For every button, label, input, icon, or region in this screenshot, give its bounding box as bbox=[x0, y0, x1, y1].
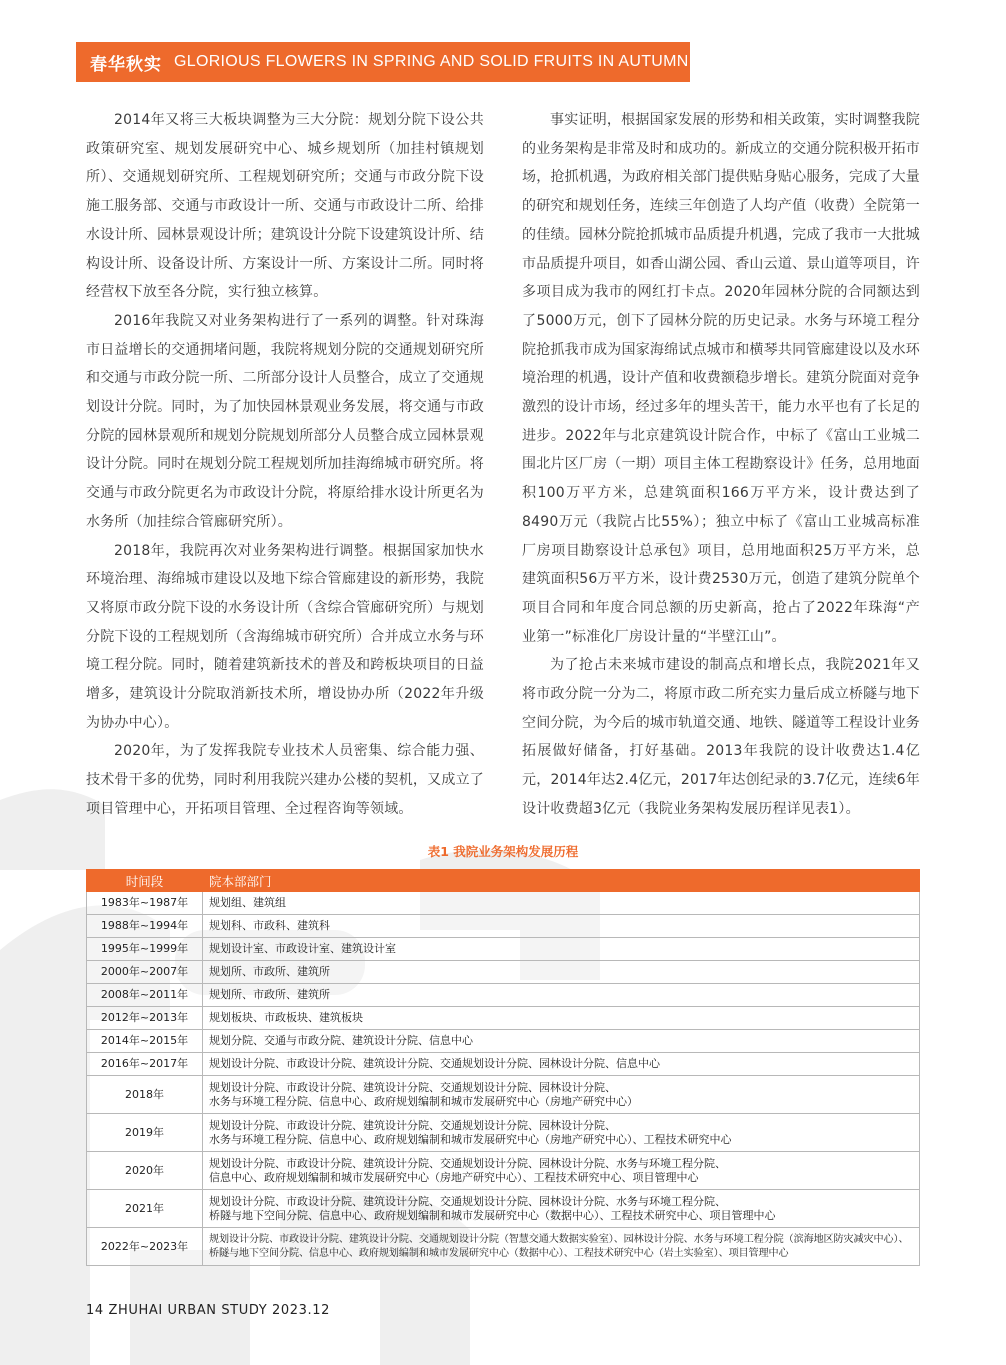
departments-line: 规划所、市政所、建筑所 bbox=[209, 988, 330, 1001]
page-number: 14 bbox=[86, 1303, 104, 1318]
table-row bbox=[87, 984, 920, 1007]
departments-cell bbox=[203, 961, 920, 984]
paragraph: 2020年，为了发挥我院专业技术人员密集、综合能力强、技术骨干多的优势，同时利用我院兴建办公楼的契机，又成立了项目管理中心，开拓项目管理、全过程咨询等领域。 bbox=[86, 743, 484, 817]
departments-cell bbox=[203, 1030, 920, 1053]
period-cell: 2019年 bbox=[87, 1114, 203, 1152]
period-cell: 1983年~1987年 bbox=[87, 892, 203, 915]
paragraph: 事实证明，根据国家发展的形势和相关政策，实时调整我院的业务架构是非常及时和成功的。新成立的交通分院积极开拓市场，抢抓机遇，为政府相关部门提供贴身贴心服务，完成了大量的研究和规划任务，连续三年创造了人均产值（收费）全院第一的佳绩。园林分院抢抓城市品质提升机遇，完成了我市一大批城市品质提升项目，如香山湖公园、香山云道、景山道等项目，许多项目成为我市的网红打卡点。2020年园林分院的合同额达到了5000万元，创下了园林分院的历史记录。水务与环境工程分院抢抓我市成为国家海绵试点城市和横琴共同管廊建设以及水环境治理的机遇，设计产值和收费额稳步增长。建筑分院面对竞争激烈的设计市场，经过多年的埋头苦干，能力水平也有了长足的进步。2022年与北京建筑设计院合作，中标了《富山工业城二围北片区厂房（一期）项目主体工程勘察设计》任务，总用地面积100万平方米，总建筑面积166万平方米，设计费达到了8490万元（我院占比55%）；独立中标了《富山工业城高标准厂房项目勘察设计总承包》项目，总用地面积25万平方米，总建筑面积56万平方米，设计费2530万元，创造了建筑分院单个项目合同和年度合同总额的历史新高，抢占了2022年珠海“产业第一”标准化厂房设计量的“半壁江山”。 bbox=[522, 112, 920, 645]
departments-cell bbox=[203, 984, 920, 1007]
departments-line: 规划分院、交通与市政分院、建筑设计分院、信息中心 bbox=[209, 1034, 473, 1047]
departments-line: 桥隧与地下空间分院、信息中心、政府规划编制和城市发展研究中心（数据中心）、工程技术研究中心（岩土实验室）、项目管理中心 bbox=[209, 1247, 789, 1259]
departments-line: 规划设计分院、市政设计分院、建筑设计分院、交通规划设计分院（智慧交通大数据实验室）、园林设计分院、水务与环境工程分院（滨海地区防灾减灾中心）、 bbox=[209, 1233, 909, 1245]
table-row bbox=[87, 1228, 920, 1266]
section-title-en: GLORIOUS FLOWERS IN SPRING AND SOLID FRUITS IN AUTUMN bbox=[174, 53, 689, 70]
departments-cell bbox=[203, 1007, 920, 1030]
departments-cell bbox=[203, 1190, 920, 1228]
table-row bbox=[87, 1030, 920, 1053]
departments-line: 水务与环境工程分院、信息中心、政府规划编制和城市发展研究中心（房地产研究中心） bbox=[209, 1094, 638, 1108]
section-header-bar bbox=[76, 42, 690, 82]
publication-name: ZHUHAI URBAN STUDY bbox=[108, 1303, 268, 1318]
period-cell: 2016年~2017年 bbox=[87, 1053, 203, 1076]
departments-line: 水务与环境工程分院、信息中心、政府规划编制和城市发展研究中心（房地产研究中心）、工程技术研究中心 bbox=[209, 1132, 732, 1146]
period-cell: 2008年~2011年 bbox=[87, 984, 203, 1007]
period-cell: 2018年 bbox=[87, 1076, 203, 1114]
period-cell: 2020年 bbox=[87, 1152, 203, 1190]
departments-line: 规划设计分院、市政设计分院、建筑设计分院、交通规划设计分院、园林设计分院、水务与环境工程分院、 bbox=[209, 1156, 726, 1170]
table-row bbox=[87, 1007, 920, 1030]
table-row bbox=[87, 1053, 920, 1076]
departments-line: 规划组、建筑组 bbox=[209, 896, 286, 909]
period-cell: 1988年~1994年 bbox=[87, 915, 203, 938]
departments-line: 规划设计分院、市政设计分院、建筑设计分院、交通规划设计分院、园林设计分院、 bbox=[209, 1118, 616, 1132]
departments-line: 规划设计分院、市政设计分院、建筑设计分院、交通规划设计分院、园林设计分院、水务与环境工程分院、 bbox=[209, 1194, 726, 1208]
departments-cell bbox=[203, 1152, 920, 1190]
period-cell: 2022年~2023年 bbox=[87, 1228, 203, 1266]
departments-cell bbox=[203, 938, 920, 961]
table-row bbox=[87, 1076, 920, 1114]
issue-date: 2023.12 bbox=[272, 1303, 330, 1318]
paragraph: 2014年又将三大板块调整为三大分院：规划分院下设公共政策研究室、规划发展研究中心、城乡规划所（加挂村镇规划所）、交通规划研究所、工程规划研究所；交通与市政分院下设施工服务部、交通与市政设计一所、交通与市政设计二所、给排水设计所、园林景观设计所；建筑设计分院下设建筑设计所、结构设计所、设备设计所、方案设计一所、方案设计二所。同时将经营权下放至各分院，实行独立核算。 bbox=[86, 112, 484, 301]
paragraph: 2016年我院又对业务架构进行了一系列的调整。针对珠海市日益增长的交通拥堵问题，我院将规划分院的交通规划研究所和交通与市政分院一所、二所部分设计人员整合，成立了交通规划设计分院。同时，为了加快园林景观业务发展，将交通与市政分院的园林景观所和规划分院规划所部分人员整合成立园林景观设计分院。同时在规划分院工程规划所加挂海绵城市研究所。将交通与市政分院更名为市政设计分院，将原给排水设计所更名为水务所（加挂综合管廊研究所）。 bbox=[86, 312, 484, 530]
departments-cell bbox=[203, 1228, 920, 1266]
departments-line: 桥隧与地下空间分院、信息中心、政府规划编制和城市发展研究中心（数据中心）、工程技术研究中心、项目管理中心 bbox=[209, 1208, 776, 1222]
table-row bbox=[87, 1152, 920, 1190]
table-row bbox=[87, 915, 920, 938]
paragraph: 为了抢占未来城市建设的制高点和增长点，我院2021年又将市政分院一分为二，将原市政二所充实力量后成立桥隧与地下空间分院，为今后的城市轨道交通、地铁、隧道等工程设计业务拓展做好储备，打好基础。2013年我院的设计收费达1.4亿元，2014年达2.4亿元，2017年达创纪录的3.7亿元，连续6年设计收费超3亿元（我院业务架构发展历程详见表1）。 bbox=[522, 657, 920, 817]
right-text-column bbox=[522, 106, 920, 824]
departments-line: 规划板块、市政板块、建筑板块 bbox=[209, 1011, 363, 1024]
departments-line: 信息中心、政府规划编制和城市发展研究中心（房地产研究中心）、工程技术研究中心、项目管理中心 bbox=[209, 1170, 699, 1184]
table-row bbox=[87, 961, 920, 984]
page-footer bbox=[86, 1303, 330, 1318]
departments-line: 规划科、市政科、建筑科 bbox=[209, 919, 330, 932]
table-row bbox=[87, 892, 920, 915]
column-header-departments: 院本部部门 bbox=[203, 870, 920, 892]
departments-line: 规划所、市政所、建筑所 bbox=[209, 965, 330, 978]
period-cell: 2000年~2007年 bbox=[87, 961, 203, 984]
column-header-period: 时间段 bbox=[87, 870, 203, 892]
paragraph: 2018年，我院再次对业务架构进行调整。根据国家加快水环境治理、海绵城市建设以及地下综合管廊建设的新形势，我院又将原市政分院下设的水务设计所（含综合管廊研究所）与规划分院下设的工程规划所（含海绵城市研究所）合并成立水务与环境工程分院。同时，随着建筑新技术的普及和跨板块项目的日益增多，建筑设计分院取消新技术所，增设协办所（2022年升级为协办中心）。 bbox=[86, 542, 484, 731]
departments-cell bbox=[203, 915, 920, 938]
section-title-cn: 春华秋实 bbox=[90, 54, 162, 75]
period-cell: 2014年~2015年 bbox=[87, 1030, 203, 1053]
table-row bbox=[87, 1190, 920, 1228]
departments-line: 规划设计分院、市政设计分院、建筑设计分院、交通规划设计分院、园林设计分院、信息中心 bbox=[209, 1057, 660, 1070]
table-caption: 表1 我院业务架构发展历程 bbox=[427, 844, 579, 859]
table-row bbox=[87, 938, 920, 961]
period-cell: 2021年 bbox=[87, 1190, 203, 1228]
departments-cell bbox=[203, 1076, 920, 1114]
left-text-column bbox=[86, 106, 484, 824]
departments-cell bbox=[203, 1053, 920, 1076]
history-table bbox=[86, 869, 920, 1266]
departments-cell bbox=[203, 892, 920, 915]
departments-line: 规划设计分院、市政设计分院、建筑设计分院、交通规划设计分院、园林设计分院、 bbox=[209, 1080, 616, 1094]
table-header-row bbox=[87, 870, 920, 892]
departments-line: 规划设计室、市政设计室、建筑设计室 bbox=[209, 942, 396, 955]
departments-cell bbox=[203, 1114, 920, 1152]
period-cell: 1995年~1999年 bbox=[87, 938, 203, 961]
period-cell: 2012年~2013年 bbox=[87, 1007, 203, 1030]
table-row bbox=[87, 1114, 920, 1152]
